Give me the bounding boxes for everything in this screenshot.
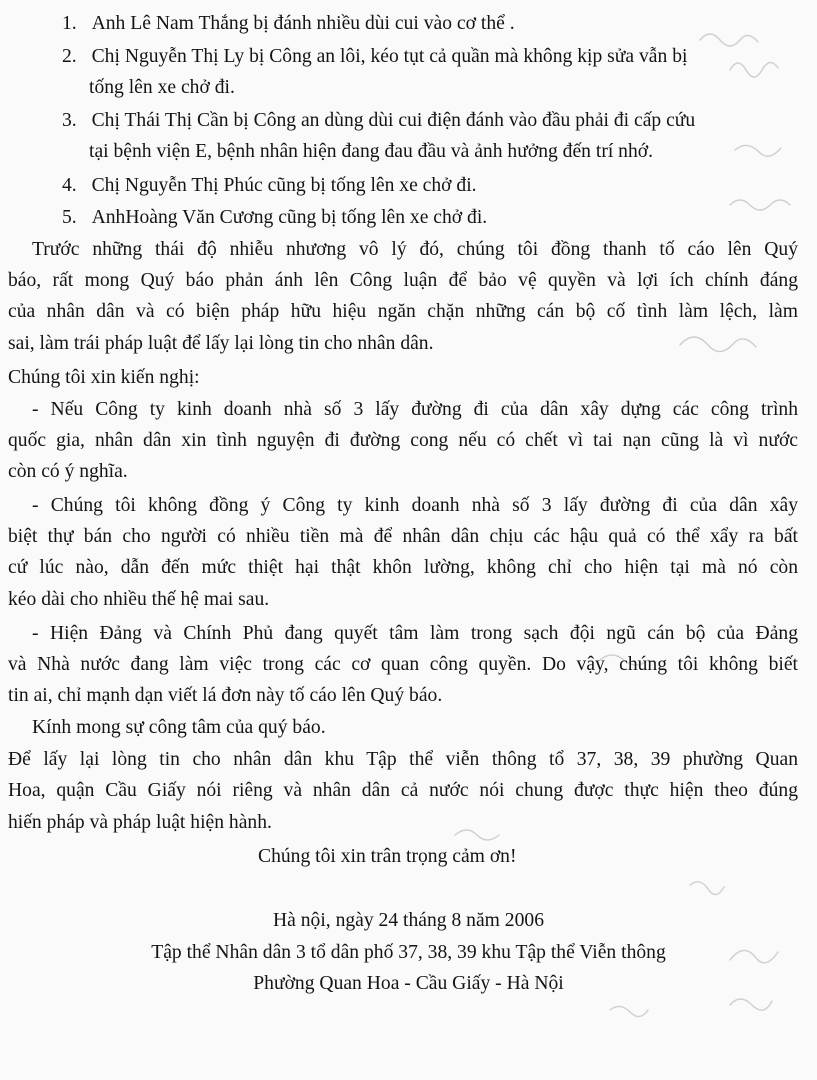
- denounce-line-3: của nhân dân và có biện pháp hữu hiệu ngăn chặn những cán bộ cố tình làm lệch, làm: [8, 301, 798, 322]
- petition-1-line-3: còn có ý nghĩa.: [8, 461, 128, 482]
- denounce-line-1: Trước những thái độ nhiễu nhương vô lý đó, chúng tôi đồng thanh tố cáo lên Quý: [32, 239, 798, 260]
- list-item-number: 3.: [62, 110, 77, 131]
- list-item-5: [62, 206, 487, 230]
- list-item-3: [62, 109, 695, 133]
- petition-2-line-4: kéo dài cho nhiều thế hệ mai sau.: [8, 589, 270, 610]
- petition-3-line-2: và Nhà nước đang làm việc trong các cơ quan công quyền. Do vậy, chúng tôi không biết: [8, 654, 798, 675]
- closing-line-2: Hoa, quận Cầu Giấy nói riêng và nhân dân cả nước nói chung được thực hiện theo đúng: [8, 780, 798, 801]
- list-item-4: [62, 174, 477, 198]
- list-item-number: 1.: [62, 13, 77, 34]
- request-line: Kính mong sự công tâm của quý báo.: [32, 717, 326, 738]
- list-item-number: 2.: [62, 46, 77, 67]
- denounce-line-2: báo, rất mong Quý báo phản ánh lên Công luận để bảo vệ quyền và lợi ích chính đáng: [8, 270, 798, 291]
- petition-2-line-2: biệt thự bán cho người có nhiều tiền mà để nhân dân chịu các hậu quả có thể xẩy ra bất: [8, 526, 798, 547]
- signature-date: Hà nội, ngày 24 tháng 8 năm 2006: [272, 910, 544, 931]
- petition-1-line-2: quốc gia, nhân dân xin tình nguyện đi đường cong nếu có chết vì tai nạn cũng là vì nước: [8, 430, 798, 451]
- list-item-text: Anh Lê Nam Thắng bị đánh nhiều dùi cui vào cơ thể .: [91, 13, 515, 34]
- petition-2-line-1: - Chúng tôi không đồng ý Công ty kinh doanh nhà số 3 lấy đường đi của dân xây: [32, 495, 798, 516]
- closing-line-1: Để lấy lại lòng tin cho nhân dân khu Tập thể viễn thông tổ 37, 38, 39 phường Quan: [8, 749, 798, 770]
- list-item-text: AnhHoàng Văn Cương cũng bị tống lên xe chở đi.: [91, 207, 488, 228]
- petition-3-line-3: tin ai, chỉ mạnh dạn viết lá đơn này tố cáo lên Quý báo.: [8, 685, 443, 706]
- signature-address: Phường Quan Hoa - Cầu Giấy - Hà Nội: [253, 973, 564, 994]
- petition-3-line-1: - Hiện Đảng và Chính Phủ đang quyết tâm làm trong sạch đội ngũ cán bộ của Đảng: [32, 623, 798, 644]
- petition-heading: Chúng tôi xin kiến nghị:: [8, 367, 200, 388]
- list-item-number: 4.: [62, 175, 77, 196]
- list-item-number: 5.: [62, 207, 77, 228]
- closing-line-3: hiến pháp và pháp luật hiện hành.: [8, 812, 272, 833]
- thanks-line: Chúng tôi xin trân trọng cảm ơn!: [258, 846, 517, 867]
- petition-1-line-1: - Nếu Công ty kinh doanh nhà số 3 lấy đường đi của dân xây dựng các công trình: [32, 399, 798, 420]
- denounce-line-4: sai, làm trái pháp luật để lấy lại lòng tin cho nhân dân.: [8, 333, 434, 354]
- list-item-1: [62, 12, 515, 36]
- petition-2-line-3: cứ lúc nào, dẫn đến mức thiệt hại thật khôn lường, không chỉ cho hiện tại mà nó còn: [8, 557, 798, 578]
- signature-group: Tập thể Nhân dân 3 tổ dân phố 37, 38, 39 khu Tập thể Viễn thông: [151, 942, 666, 963]
- list-item-text: Chị Thái Thị Cần bị Công an dùng dùi cui điện đánh vào đầu phải đi cấp cứu: [91, 110, 696, 131]
- list-item-2-continued: tống lên xe chở đi.: [89, 77, 235, 98]
- list-item-3-continued: tại bệnh viện E, bệnh nhân hiện đang đau đầu và ảnh hưởng đến trí nhớ.: [89, 141, 654, 162]
- list-item-text: Chị Nguyễn Thị Ly bị Công an lôi, kéo tụt cả quần mà không kịp sửa vẫn bị: [91, 46, 688, 67]
- list-item-2: [62, 45, 687, 69]
- list-item-text: Chị Nguyễn Thị Phúc cũng bị tống lên xe chở đi.: [91, 175, 477, 196]
